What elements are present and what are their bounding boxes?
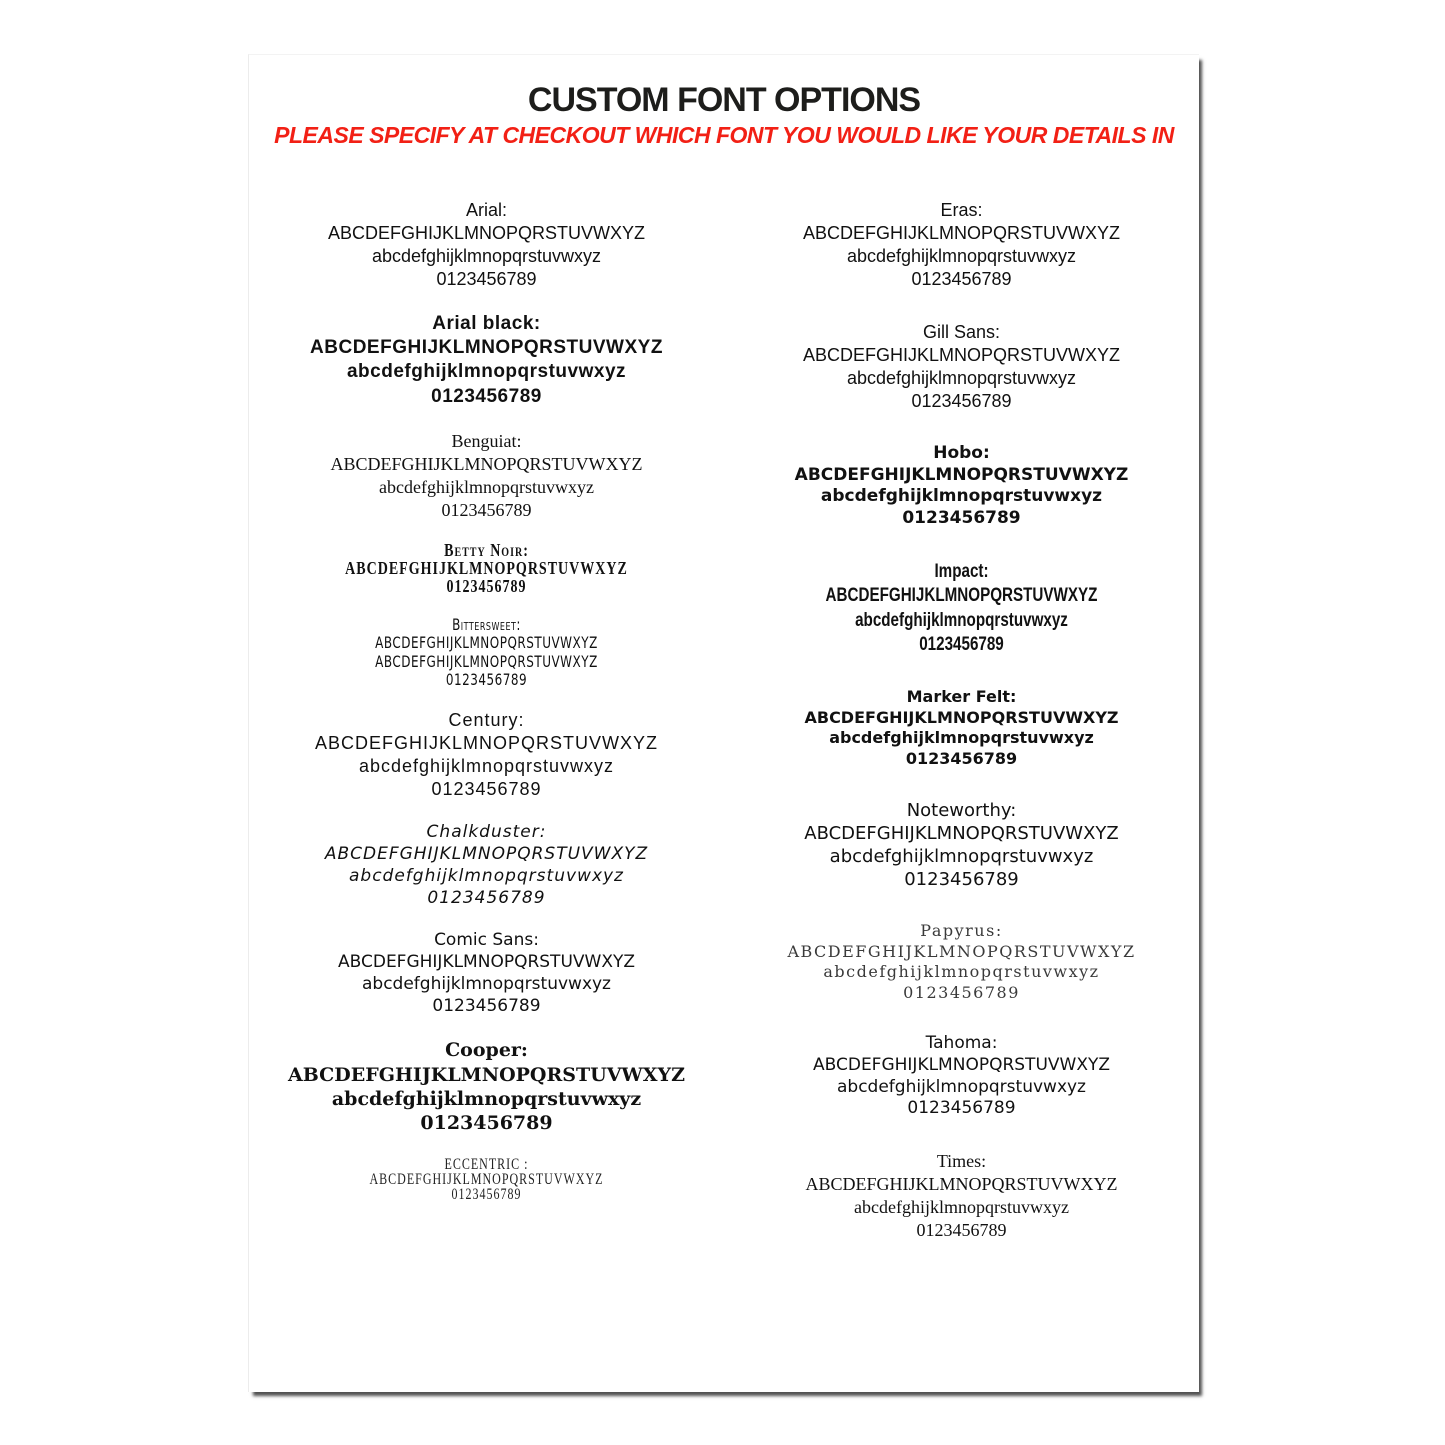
font-sample-line: abcdefghijklmnopqrstuvwxyz [358, 756, 615, 777]
font-sample-marker-felt [724, 687, 1199, 769]
font-sample-line: ABCDEFGHIJKLMNOPQRSTUVWXYZ [787, 941, 1136, 961]
font-sample-name: Times: [936, 1151, 987, 1172]
font-sample-line: 0123456789 [911, 268, 1012, 289]
font-sample-line: ABCDEFGHIJKLMNOPQRSTUVWXYZ [330, 454, 643, 475]
font-sample-name: Bittersweet: [452, 615, 521, 635]
font-sample-line: 0123456789 [911, 390, 1012, 411]
font-sample-gill-sans [724, 321, 1199, 413]
font-sample-line: abcdefghijklmnopqrstuvwxyz [846, 245, 1077, 266]
font-sample-line: 0123456789 [451, 1185, 522, 1204]
font-sample-line: abcdefghijklmnopqrstuvwxyz [846, 367, 1077, 388]
font-sample-name: Gill Sans: [922, 321, 1001, 342]
font-sample-line: ABCDEFGHIJKLMNOPQRSTUVWXYZ [327, 222, 646, 243]
font-sample-name: Impact: [934, 560, 989, 582]
font-sample-chalkduster [249, 822, 724, 909]
font-sample-times [724, 1150, 1199, 1242]
font-sample-line: 0123456789 [919, 633, 1004, 655]
font-sample-name: Benguiat: [451, 431, 522, 452]
font-sample-line: ABCDEFGHIJKLMNOPQRSTUVWXYZ [825, 585, 1098, 607]
font-sample-line: abcdefghijklmnopqrstuvwxyz [349, 865, 624, 886]
font-sample-benguiat [249, 430, 724, 522]
font-sample-name: Comic Sans: [434, 930, 539, 951]
font-sample-line: abcdefghijklmnopqrstuvwxyz [854, 1197, 1069, 1218]
font-sample-line: abcdefghijklmnopqrstuvwxyz [829, 846, 1094, 868]
font-sample-line: abcdefghijklmnopqrstuvwxyz [829, 728, 1094, 748]
font-sample-cooper [249, 1038, 724, 1135]
font-sample-arial [249, 199, 724, 291]
font-sample-line: ABCDEFGHIJKLMNOPQRSTUVWXYZ [337, 952, 636, 973]
font-sample-line: abcdefghijklmnopqrstuvwxyz [379, 477, 594, 498]
font-sample-tahoma [724, 1033, 1199, 1120]
font-sample-name: Chalkduster: [426, 822, 547, 843]
font-sample-line: 0123456789 [907, 1098, 1016, 1119]
font-sample-impact [724, 560, 1199, 657]
font-sample-betty-noir [249, 543, 724, 597]
font-sample-line: ABCDEFGHIJKLMNOPQRSTUVWXYZ [310, 337, 663, 359]
font-sample-line: abcdefghijklmnopqrstuvwxyz [823, 962, 1100, 982]
font-sample-line: abcdefghijklmnopqrstuvwxyz [855, 609, 1068, 631]
font-sample-line: 0123456789 [904, 869, 1019, 891]
font-sample-line: 0123456789 [441, 500, 532, 521]
font-sample-name: Betty Noir: [444, 542, 529, 561]
font-sample-papyrus [724, 921, 1199, 1003]
column-left [249, 199, 724, 1273]
font-sample-line: abcdefghijklmnopqrstuvwxyz [362, 973, 611, 994]
font-sample-name: Hobo: [933, 442, 990, 463]
font-sample-line: 0123456789 [427, 887, 546, 908]
font-sample-line: 0123456789 [432, 995, 541, 1016]
font-sample-line: ABCDEFGHIJKLMNOPQRSTUVWXYZ [804, 707, 1119, 727]
font-sample-line: ABCDEFGHIJKLMNOPQRSTUVWXYZ [369, 1169, 604, 1188]
page-subtitle: PLEASE SPECIFY AT CHECKOUT WHICH FONT YOU WOULD LIKE YOUR DETAILS IN [274, 121, 1174, 148]
font-sample-line: ABCDEFGHIJKLMNOPQRSTUVWXYZ [314, 733, 659, 754]
font-columns [249, 199, 1199, 1273]
font-sample-noteworthy [724, 799, 1199, 891]
font-sample-name: Noteworthy: [906, 800, 1017, 822]
font-sample-eccentric [249, 1154, 724, 1204]
font-sample-name: Eras: [940, 199, 983, 220]
font-sample-century [249, 709, 724, 801]
font-sample-line: ABCDEFGHIJKLMNOPQRSTUVWXYZ [812, 1054, 1111, 1075]
font-sample-line: 0123456789 [446, 578, 527, 597]
font-sample-line: abcdefghijklmnopqrstuvwxyz [371, 245, 602, 266]
font-sample-name: Arial black: [432, 312, 541, 334]
font-sample-line: 0123456789 [420, 1112, 553, 1135]
font-sample-bittersweet [249, 615, 724, 690]
font-sample-line: 0123456789 [445, 670, 528, 690]
font-sample-line: abcdefghijklmnopqrstuvwxyz [837, 1076, 1086, 1097]
page-title: CUSTOM FONT OPTIONS [527, 81, 921, 119]
font-sample-line: ABCDEFGHIJKLMNOPQRSTUVWXYZ [375, 633, 598, 653]
font-sample-name: Century: [448, 710, 525, 731]
font-sample-line: ABCDEFGHIJKLMNOPQRSTUVWXYZ [345, 560, 628, 579]
font-sample-line: 0123456789 [902, 508, 1021, 529]
font-sample-name: ECCENTRIC : [444, 1154, 529, 1173]
column-right [724, 199, 1199, 1273]
font-sample-line: 0123456789 [436, 268, 537, 289]
font-sample-name: Arial: [465, 199, 507, 220]
font-sample-name: Tahoma: [925, 1033, 998, 1054]
font-sample-line: ABCDEFGHIJKLMNOPQRSTUVWXYZ [324, 844, 649, 865]
font-sample-line: abcdefghijklmnopqrstuvwxyz [820, 486, 1103, 507]
font-sample-line: 0123456789 [903, 982, 1020, 1002]
page-sheet [248, 54, 1199, 1392]
font-sample-line: ABCDEFGHIJKLMNOPQRSTUVWXYZ [288, 1063, 685, 1086]
font-sample-line: abcdefghijklmnopqrstuvwxyz [331, 1088, 642, 1111]
font-sample-line: ABCDEFGHIJKLMNOPQRSTUVWXYZ [804, 823, 1119, 845]
font-sample-line: ABCDEFGHIJKLMNOPQRSTUVWXYZ [802, 222, 1121, 243]
font-sample-arial-black [249, 312, 724, 409]
font-sample-line: 0123456789 [431, 779, 542, 800]
font-sample-comic-sans [249, 930, 724, 1017]
font-sample-line: abcdefghijklmnopqrstuvwxyz [346, 361, 627, 383]
font-sample-eras [724, 199, 1199, 291]
font-sample-line: 0123456789 [916, 1220, 1007, 1241]
font-sample-name: Papyrus: [920, 921, 1003, 941]
font-sample-line: ABCDEFGHIJKLMNOPQRSTUVWXYZ [805, 1174, 1118, 1195]
font-sample-line: 0123456789 [431, 385, 542, 407]
font-sample-hobo [724, 443, 1199, 530]
font-sample-line: 0123456789 [905, 748, 1018, 768]
font-sample-line: ABCDEFGHIJKLMNOPQRSTUVWXYZ [794, 464, 1129, 485]
font-sample-line: ABCDEFGHIJKLMNOPQRSTUVWXYZ [375, 651, 598, 671]
font-sample-name: Cooper: [445, 1039, 528, 1062]
font-sample-line: ABCDEFGHIJKLMNOPQRSTUVWXYZ [802, 344, 1121, 365]
font-sample-name: Marker Felt: [906, 687, 1017, 707]
